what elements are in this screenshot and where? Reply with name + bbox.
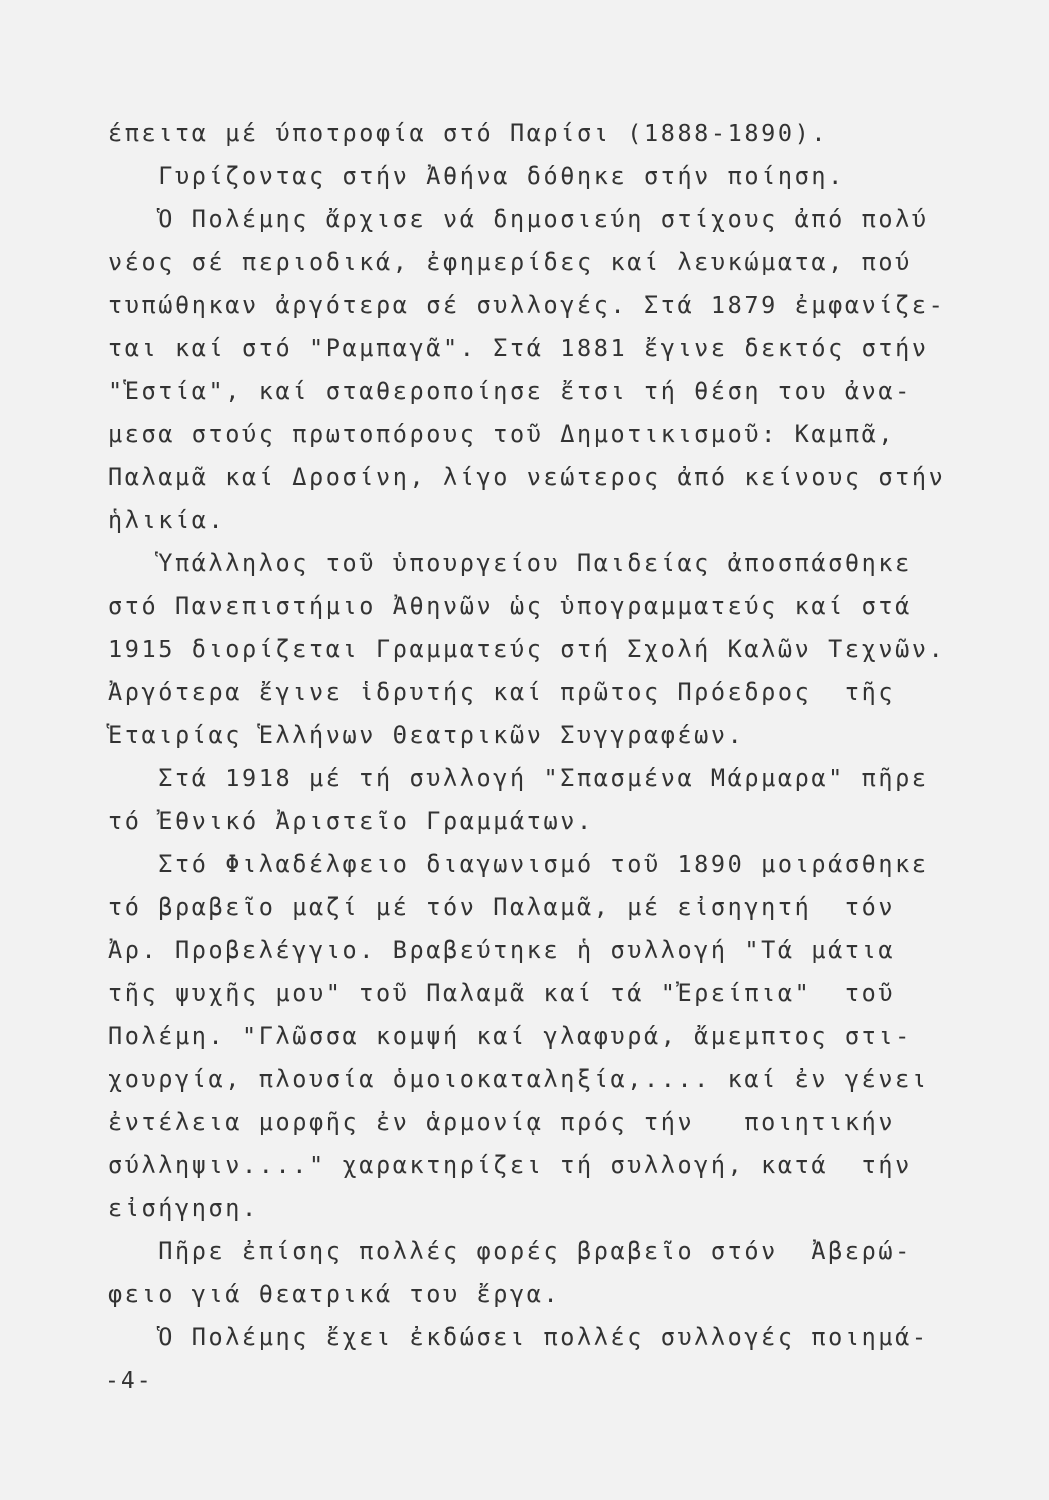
text-line: Ἀργότερα ἔγινε ἱδρυτής καί πρῶτος Πρόεδρος τῆς (108, 678, 896, 706)
text-line: στό Πανεπιστήμιο Ἀθηνῶν ὡς ὑπογραμματεύς καί στά (108, 592, 912, 620)
text-line: εἰσήγηση. (108, 1194, 259, 1222)
text-line: "Ἑστία", καί σταθεροποίησε ἔτσι τή θέση του ἀνα- (108, 377, 912, 405)
text-line: τυπώθηκαν ἀργότερα σέ συλλογές. Στά 1879 ἐμφανίζε- (108, 291, 946, 319)
text-line: νέος σέ περιοδικά, ἐφημερίδες καί λευκώματα, πού (108, 248, 912, 276)
text-line: 1915 διορίζεται Γραμματεύς στή Σχολή Καλῶν Τεχνῶν. (108, 635, 946, 663)
text-line: τῆς ψυχῆς μου" τοῦ Παλαμᾶ καί τά "Ἐρείπια" τοῦ (108, 979, 896, 1007)
text-line: Στά 1918 μέ τή συλλογή "Σπασμένα Μάρμαρα" πῆρε (108, 764, 929, 792)
text-line: μεσα στούς πρωτοπόρους τοῦ Δημοτικισμοῦ: Καμπᾶ, (108, 420, 896, 448)
text-line: Ἑταιρίας Ἑλλήνων Θεατρικῶν Συγγραφέων. (108, 721, 745, 749)
body-text (108, 112, 968, 1359)
text-line: Πῆρε ἐπίσης πολλές φορές βραβεῖο στόν Ἀβερώ- (108, 1237, 912, 1265)
text-line: Ἀρ. Προβελέγγιο. Βραβεύτηκε ἡ συλλογή "Τά μάτια (108, 936, 896, 964)
text-line: Ὁ Πολέμης ἔχει ἐκδώσει πολλές συλλογές ποιημά- (108, 1323, 929, 1351)
text-line: τό Ἐθνικό Ἀριστεῖο Γραμμάτων. (108, 807, 594, 835)
text-line: Ὑπάλληλος τοῦ ὑπουργείου Παιδείας ἀποσπάσθηκε (108, 549, 912, 577)
text-line: ται καί στό "Ραμπαγᾶ". Στά 1881 ἔγινε δεκτός στήν (108, 334, 929, 362)
text-line: χουργία, πλουσία ὁμοιοκαταληξία,.... καί ἐν γένει (108, 1065, 929, 1093)
text-line: ἡλικία. (108, 506, 226, 534)
text-line: Ὁ Πολέμης ἄρχισε νά δημοσιεύη στίχους ἀπό πολύ (108, 205, 929, 233)
text-line: έπειτα μέ ύποτροφία στό Παρίσι (1888-1890). (108, 119, 829, 147)
text-line: Γυρίζοντας στήν Ἀθήνα δόθηκε στήν ποίηση. (108, 162, 845, 190)
text-line: τό βραβεῖο μαζί μέ τόν Παλαμᾶ, μέ εἰσηγητή τόν (108, 893, 896, 921)
text-line: φειο γιά θεατρικά του ἔργα. (108, 1280, 561, 1308)
text-line: σύλληψιν...." χαρακτηρίζει τή συλλογή, κατά τήν (108, 1151, 912, 1179)
text-line: Στό Φιλαδέλφειο διαγωνισμό τοῦ 1890 μοιράσθηκε (108, 850, 929, 878)
text-line: Παλαμᾶ καί Δροσίνη, λίγο νεώτερος ἀπό κείνους στήν (108, 463, 946, 491)
page-number: -4- (105, 1368, 153, 1394)
text-line: Πολέμη. "Γλῶσσα κομψή καί γλαφυρά, ἄμεμπτος στι- (108, 1022, 912, 1050)
text-line: ἐντέλεια μορφῆς ἐν ἁρμονίᾳ πρός τήν ποιητικήν (108, 1108, 896, 1136)
